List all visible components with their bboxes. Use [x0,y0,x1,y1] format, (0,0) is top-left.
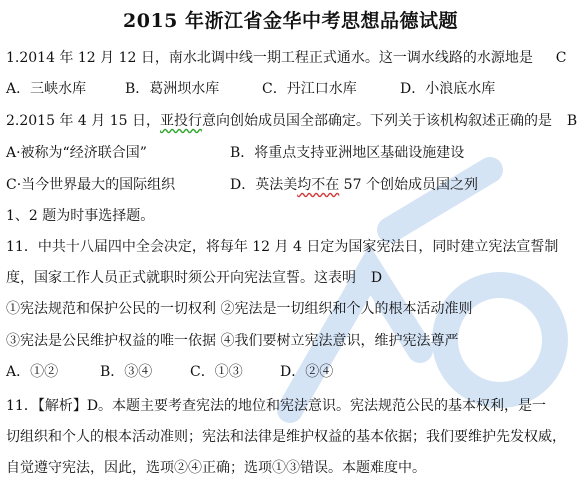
q1-stem-text: 1.2014 年 12 月 12 日，南水北调中线一期工程正式通水。这一调水线路的水源地是 [6,50,533,66]
q2-option-d-underlined: 均不在 [297,177,340,193]
q11-stem-line2-text: 度，国家工作人员正式就职时须公开向宪法宣誓。这表明 [6,270,356,286]
q11-statement-1: ①宪法规范和保护公民的一切权利 ②宪法是一切组织和个人的根本活动准则 [6,301,473,317]
q11-stem-line1: 11．中共十八届四中全会决定，将每年 12 月 4 日定为国家宪法日，同时建立宪法宣誓制 [6,239,559,255]
q11-stem-line2 [6,269,382,287]
q2-stem-prefix: 2.2015 年 4 月 15 日， [6,113,160,129]
q1-option-a: A．三峡水库 [6,81,87,97]
q1-option-d: D．小浪底水库 [400,81,496,97]
analysis-line1: 11．【解析】D。本题主要考查宪法的地位和宪法意识。宪法规范公民的基本权利，是一 [6,398,547,414]
q2-option-d-text: D．英法美均不在 57 个创始成员国之列 [230,177,478,193]
q1-option-b: B．葛洲坝水库 [125,81,220,97]
q2-option-b: B．将重点支持亚洲地区基础设施建设 [230,145,465,161]
page-title: 2015 年浙江省金华中考思想品德试题 [123,10,458,32]
q1-answer: C [555,50,567,66]
q2-stem [6,112,577,130]
q11-option-b: B．③④ [100,364,153,380]
q2-stem-underlined: 亚投行 [159,113,202,129]
q1-stem [6,49,567,67]
q1-option-c: C．丹江口水库 [262,81,357,97]
q11-answer: D [370,270,383,286]
q2-option-d [230,176,478,194]
q11-statement-2: ③宪法是公民维护权益的唯一依据 ④我们要树立宪法意识，维护宪法尊严 [6,333,459,349]
q2-option-a: A·被称为“经济联合国” [6,145,147,161]
q11-option-a: A．①② [6,364,59,380]
analysis-line3: 自觉遵守宪法，因此，选项②④正确；选项①③错误。本题难度中。 [6,460,426,476]
q11-option-d: D．②④ [280,364,334,380]
analysis-line2: 切组织和个人的根本活动准则；宪法和法律是维护权益的基本依据；我们要维护先发权威， [6,429,566,445]
current-affairs-note: 1、2 题为时事选择题。 [6,208,155,224]
q2-option-c: C·当今世界最大的国际组织 [6,177,176,193]
q2-answer: B [566,113,578,129]
q2-stem-suffix: 意向创始成员国全部确定。下列关于该机构叙述正确的是 [201,113,552,129]
q11-option-c: C．①③ [190,364,243,380]
